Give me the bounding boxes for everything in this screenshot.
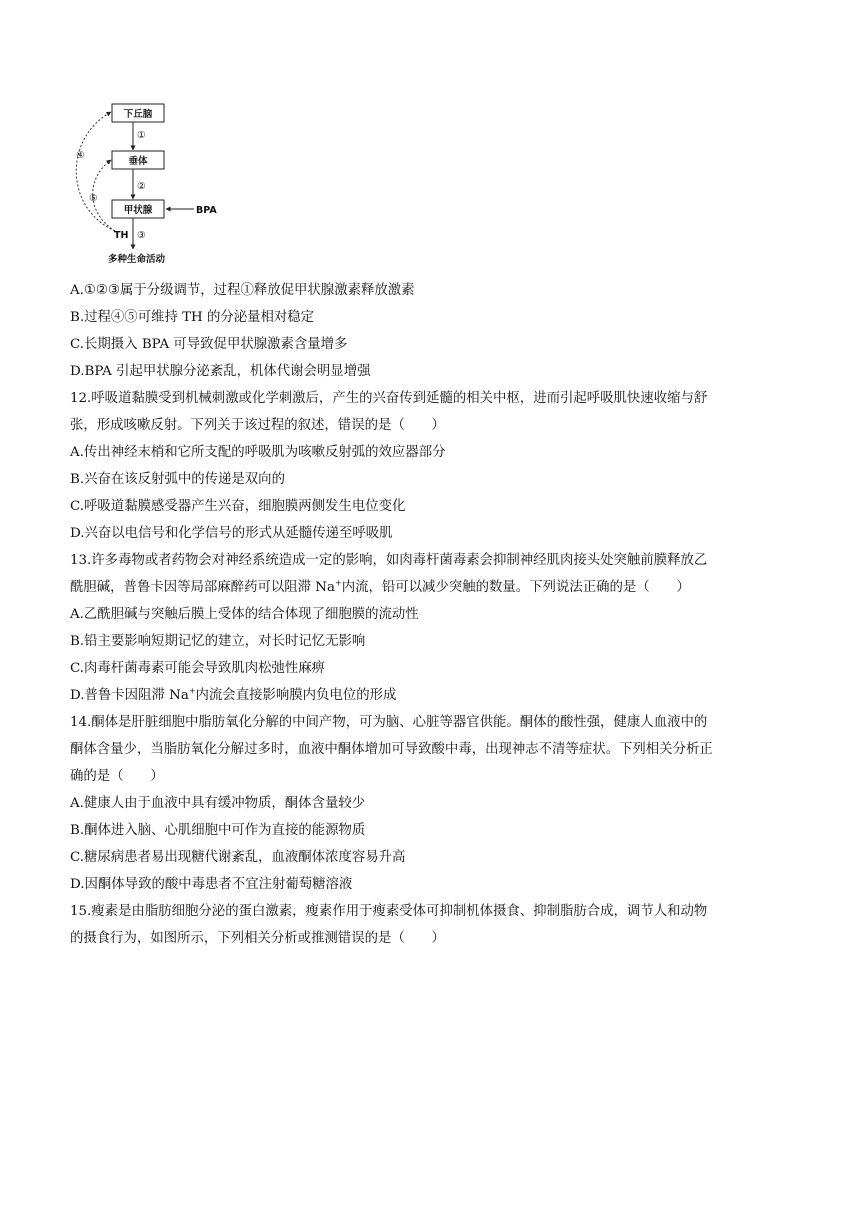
q12-stem-line-1: 12.呼吸道黏膜受到机械刺激或化学刺激后，产生的兴奋传到延髓的相关中枢，进而引起呼吸肌快速收缩与舒 [70, 391, 708, 406]
q13-option-d-text-a: D.普鲁卡因阻滞 Na [70, 688, 189, 703]
q13-stem-text-a: 酰胆碱，普鲁卡因等局部麻醉药可以阻滞 Na [70, 580, 335, 595]
thyroid-label: 甲状腺 [123, 205, 153, 216]
th-label: TH [114, 230, 129, 241]
q12-option-d: D.兴奋以电信号和化学信号的形式从延髓传递至呼吸肌 [70, 526, 393, 541]
q14-stem-line-1: 14.酮体是肝脏细胞中脂肪氧化分解的中间产物，可为脑、心脏等器官供能。酮体的酸性强，健康人血液中的 [70, 715, 708, 730]
q13-option-d-text-b: 内流会直接影响膜内负电位的形成 [195, 688, 397, 703]
hormone-regulation-diagram [70, 98, 220, 268]
q12-option-b: B.兴奋在该反射弧中的传递是双向的 [70, 472, 285, 487]
step-4-label: ④ [76, 150, 85, 161]
q14-option-b: B.酮体进入脑、心肌细胞中可作为直接的能源物质 [70, 823, 366, 838]
step-2-label: ② [137, 181, 146, 192]
q13-stem-line-1: 13.许多毒物或者药物会对神经系统造成一定的影响，如肉毒杆菌毒素会抑制神经肌肉接头处突触前膜释放乙 [70, 553, 708, 568]
q14-option-c: C.糖尿病患者易出现糖代谢紊乱，血液酮体浓度容易升高 [70, 850, 406, 865]
sodium-charge: + [188, 686, 196, 696]
q13-stem-line-2 [70, 574, 792, 601]
sodium-charge: + [335, 578, 342, 588]
thyroid-box [112, 200, 164, 218]
q15-stem-line-2: 的摄食行为，如图所示，下列相关分析或推测错误的是（ ） [70, 931, 445, 946]
pituitary-box [112, 151, 164, 169]
hypothalamus-label: 下丘脑 [123, 109, 153, 120]
step-5-label: ⑤ [89, 193, 98, 204]
q13-option-b: B.铅主要影响短期记忆的建立，对长时记忆无影响 [70, 634, 366, 649]
feedback-arrow-4 [76, 112, 115, 231]
q12-option-c: C.呼吸道黏膜感受器产生兴奋，细胞膜两侧发生电位变化 [70, 499, 406, 514]
q13-stem-text-b: 内流，铅可以减少突触的数量。下列说法正确的是（ ） [341, 580, 690, 595]
q14-stem-line-2: 酮体含量少，当脂肪氧化分解过多时，血液中酮体增加可导致酸中毒，出现神志不清等症状。下列相关分析正 [70, 742, 713, 757]
q11-option-b: B.过程④⑤可维持 TH 的分泌量相对稳定 [70, 310, 315, 325]
q13-option-a: A.乙酰胆碱与突触后膜上受体的结合体现了细胞膜的流动性 [70, 607, 419, 622]
pituitary-label: 垂体 [128, 156, 148, 167]
step-1-label: ① [137, 130, 146, 141]
step-3-label: ③ [137, 230, 146, 241]
q11-option-a: A.①②③属于分级调节，过程①释放促甲状腺激素释放激素 [70, 283, 415, 298]
q15-stem-line-1: 15.瘦素是由脂肪细胞分泌的蛋白激素，瘦素作用于瘦素受体可抑制机体摄食、抑制脂肪合成，调节人和动物 [70, 904, 708, 919]
q12-stem-line-2: 张，形成咳嗽反射。下列关于该过程的叙述，错误的是（ ） [70, 418, 445, 433]
q13-option-c: C.肉毒杆菌毒素可能会导致肌肉松弛性麻痹 [70, 661, 326, 676]
q13-option-d [70, 682, 792, 709]
q14-option-d: D.因酮体导致的酸中毒患者不宜注射葡萄糖溶液 [70, 877, 353, 892]
q14-stem-line-3: 确的是（ ） [70, 769, 164, 784]
q11-option-c: C.长期摄入 BPA 可导致促甲状腺激素含量增多 [70, 337, 348, 352]
question-content [70, 277, 792, 952]
activity-label: 多种生命活动 [108, 254, 166, 265]
q14-option-a: A.健康人由于血液中具有缓冲物质，酮体含量较少 [70, 796, 366, 811]
bpa-label: BPA [196, 205, 217, 216]
hypothalamus-box [112, 104, 164, 122]
q11-option-d: D.BPA 引起甲状腺分泌紊乱，机体代谢会明显增强 [70, 364, 371, 379]
q12-option-a: A.传出神经末梢和它所支配的呼吸肌为咳嗽反射弧的效应器部分 [70, 445, 446, 460]
